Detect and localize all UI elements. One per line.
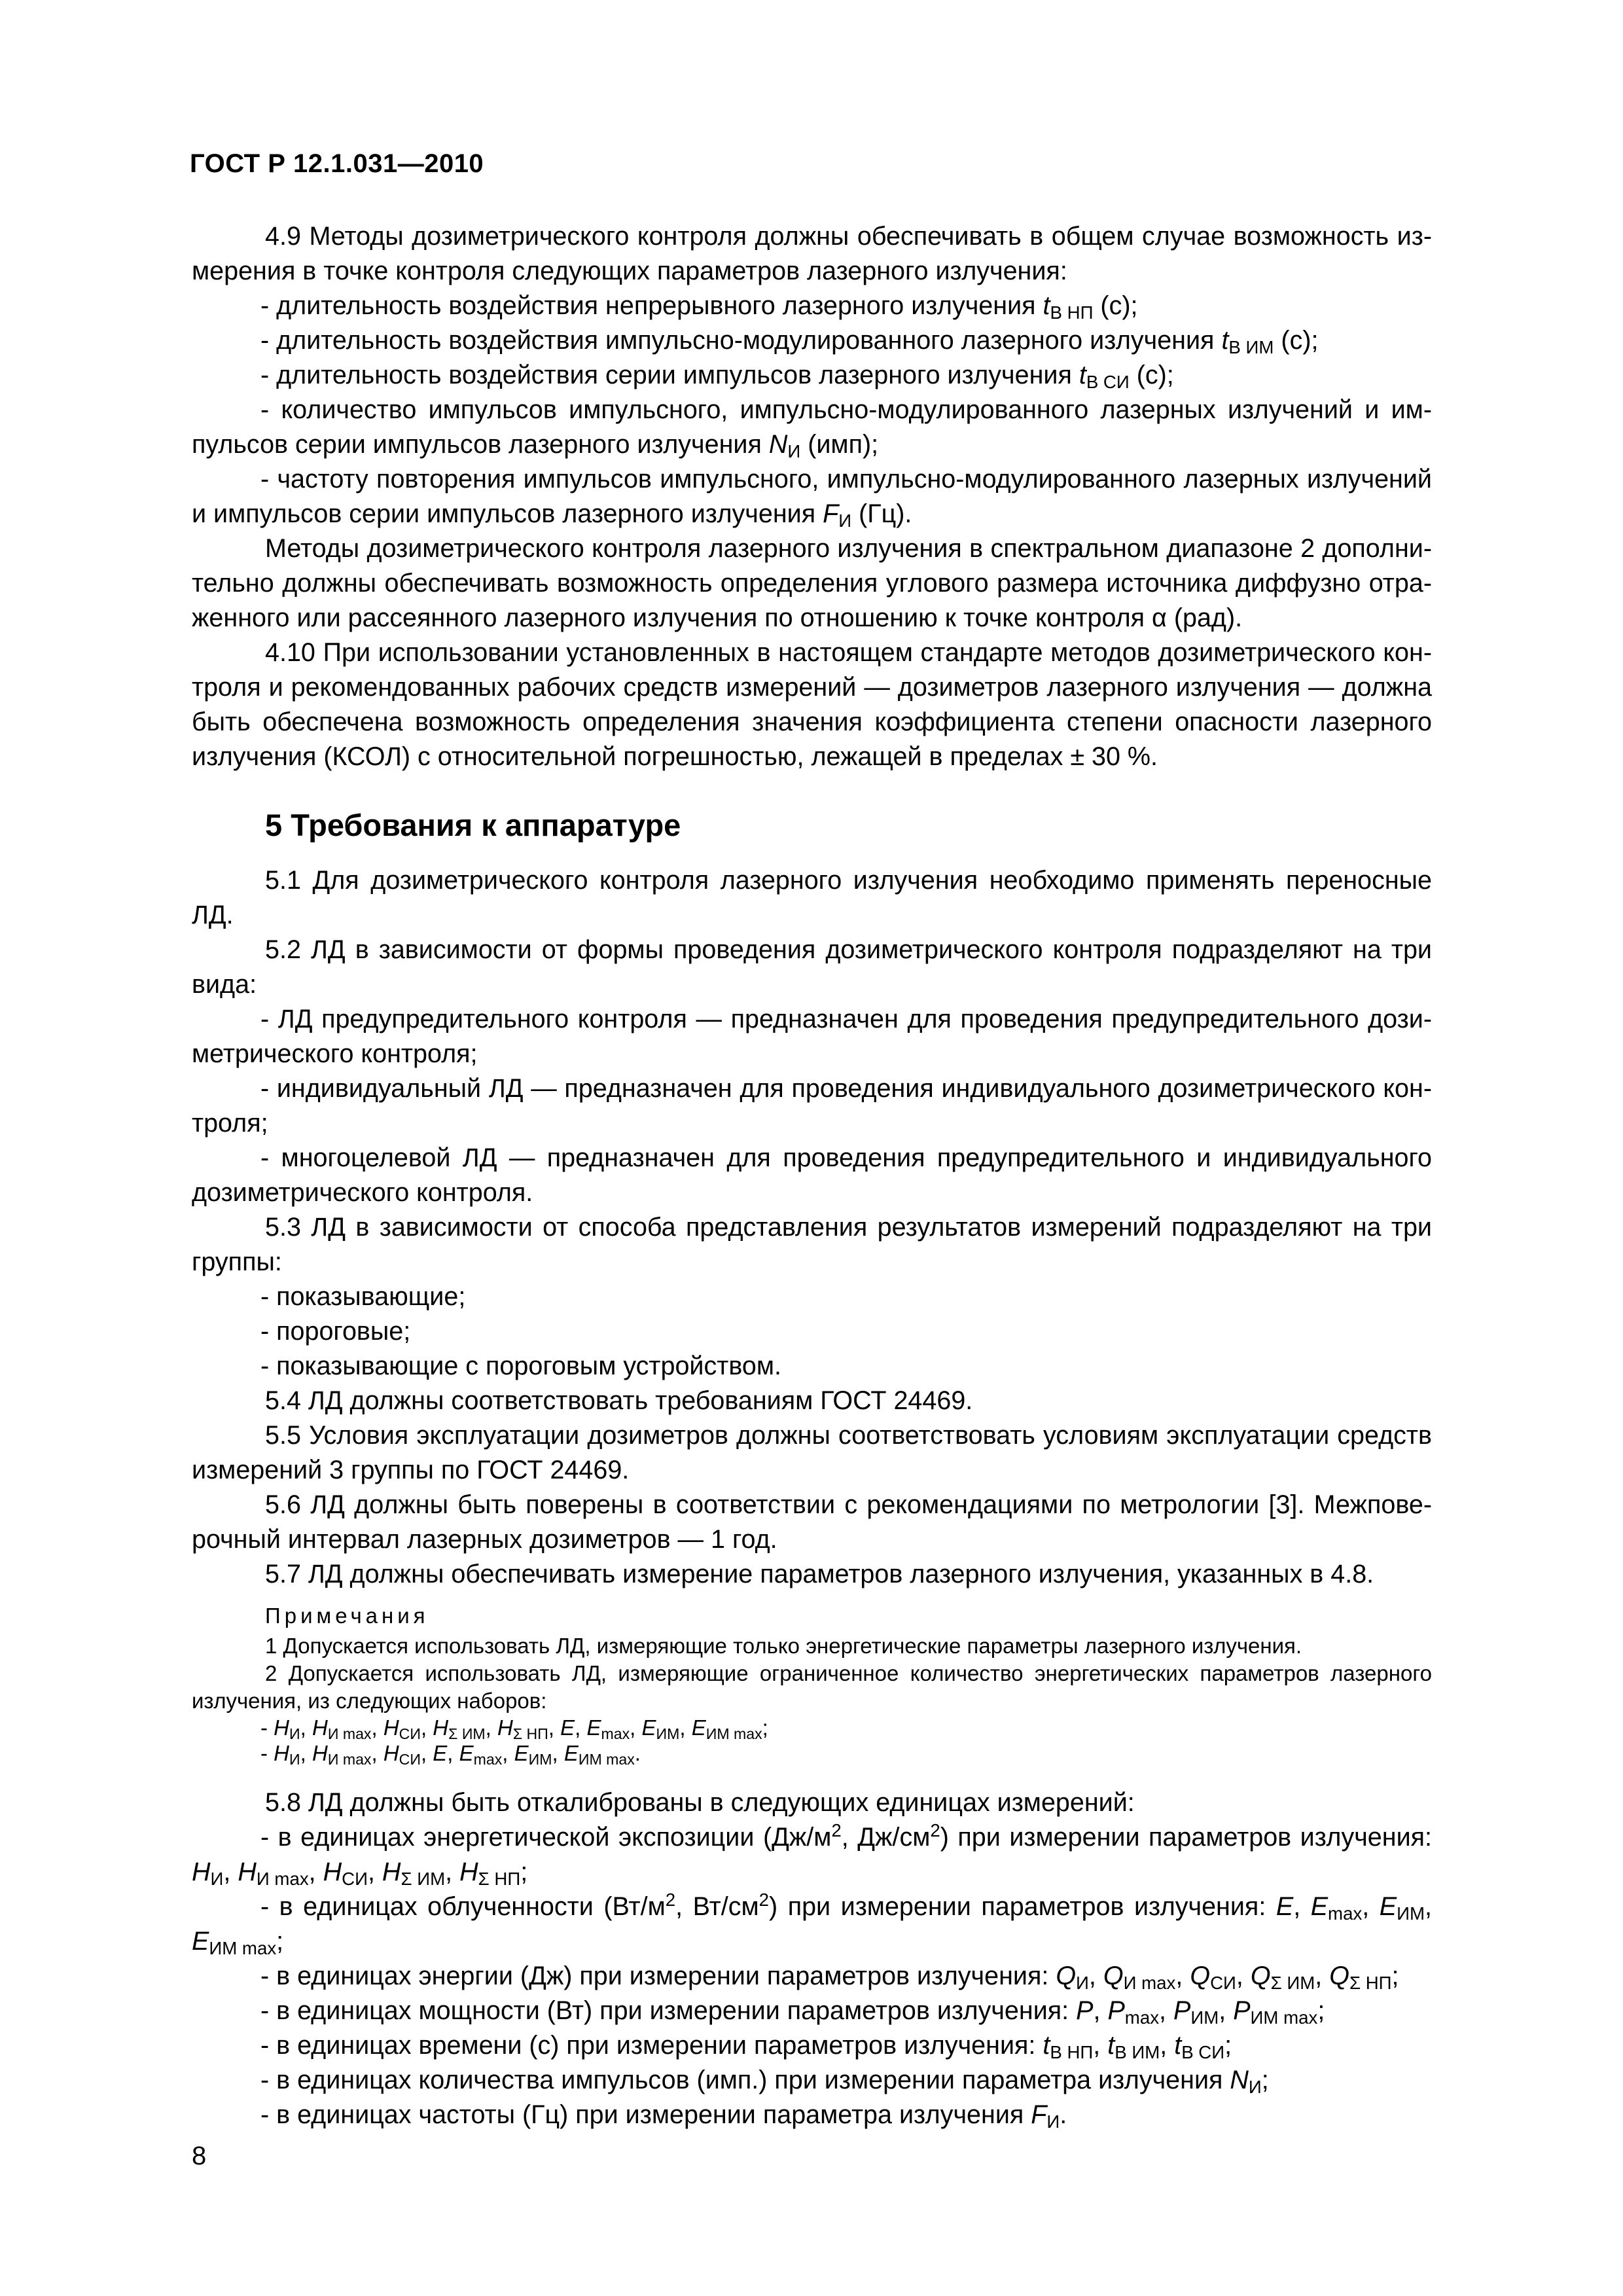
- paragraph-4-10: 4.10 При использовании установленных в настоящем стандарте методов дозиметрического контроля и рекомендованных рабочих средств измерений — дозиметров лазерного излучения — должна быть обеспечена возможность определения значения коэффициента степени опасности лазерного излучения (КСОЛ) с относительной погрешностью, лежащей в пределах ± 30 %.: [192, 638, 1432, 771]
- list-item-5-8-exposure: - в единицах энергетической экспозиции ($Дж/м^2$, $Дж/см^2$) при измерении параметров излучения: $H_И$, $H_{И max}$, $H_{СИ}$, $H_{\Sigma ИМ}$, $H_{\Sigma НП}$;: [192, 1820, 1433, 1889]
- paragraph-5-1: 5.1 Для дозиметрического контроля лазерного излучения необходимо применять переносные ЛД.: [192, 866, 1432, 929]
- list-item-4-9-2: - длительность воздействия импульсно-модулированного лазерного излучения $t_{В ИМ}$ (с);: [260, 326, 1319, 357]
- list-item-4-9-3: - длительность воздействия серии импульсов лазерного излучения $t_{В СИ}$ (с);: [260, 361, 1174, 392]
- notes-title: Примечания: [265, 1604, 429, 1628]
- list-item-4-9-1: - длительность воздействия непрерывного лазерного излучения $t_{В НП}$ (с);: [260, 291, 1138, 323]
- section-heading-5: 5 Требования к аппаратуре: [265, 808, 681, 842]
- document-header: ГОСТ Р 12.1.031—2010: [190, 149, 484, 178]
- note-2: 2 Допускается использовать ЛД, измеряющие ограниченное количество энергетических параметров лазерного излучения, из следующих наборов:: [192, 1661, 1432, 1713]
- list-item-5-8-irradiance: - в единицах облученности ($Вт/м^2$, $Вт/см^2$) при измерении параметров излучения: E, $E_{max}$, $E_{ИМ}$, $E_{ИМ max}$;: [192, 1890, 1433, 1958]
- list-item-5-8-energy: - в единицах энергии (Дж) при измерении параметров излучения: $Q_И$, $Q_{И max}$, $Q_{СИ}$, $Q_{\Sigma ИМ}$, $Q_{\Sigma НП}$;: [260, 1962, 1399, 1993]
- notes-block: [192, 1602, 1432, 1766]
- note-set-1: - $H_И$, $H_{И max}$, $H_{СИ}$, $H_{\Sigma ИМ}$, $H_{\Sigma НП}$, E, $E_{max}$, $E_{ИМ}$, $E_{ИМ max}$;: [260, 1715, 768, 1742]
- list-item-5-2-3: - многоцелевой ЛД — предназначен для проведения предупредительного и индивидуального дозиметрического контроля.: [192, 1143, 1432, 1207]
- list-item-5-2-1: - ЛД предупредительного контроля — предназначен для проведения предупредительного дозиметрического контроля;: [192, 1005, 1432, 1068]
- list-item-5-3-1: - показывающие;: [260, 1282, 466, 1311]
- paragraph-5-2: 5.2 ЛД в зависимости от формы проведения дозиметрического контроля подразделяют на три вида:: [192, 935, 1432, 999]
- section-5-body: [192, 863, 1432, 2132]
- paragraph-5-6: 5.6 ЛД должны быть поверены в соответствии с рекомендациями по метрологии [3]. Межповерочный интервал лазерных дозиметров — 1 год.: [192, 1490, 1432, 1554]
- list-item-5-8-time: - в единицах времени (с) при измерении параметров излучения: $t_{В НП}$, $t_{В ИМ}$, $t_{В СИ}$;: [260, 2031, 1232, 2062]
- paragraph-5-5: 5.5 Условия эксплуатации дозиметров должны соответствовать условиям эксплуатации средств измерений 3 группы по ГОСТ 24469.: [192, 1421, 1432, 1484]
- note-1: 1 Допускается использовать ЛД, измеряющие только энергетические параметры лазерного излучения.: [265, 1634, 1302, 1658]
- paragraph-5-7: 5.7 ЛД должны обеспечивать измерение параметров лазерного излучения, указанных в 4.8.: [265, 1560, 1374, 1588]
- list-item-5-8-power: - в единицах мощности (Вт) при измерении параметров излучения: P, $P_{max}$, $P_{ИМ}$, $P_{ИМ max}$;: [260, 1996, 1325, 2028]
- page-number: 8: [192, 2142, 207, 2170]
- list-item-5-8-count: - в единицах количества импульсов (имп.) при измерении параметра излучения $N_И$;: [260, 2066, 1269, 2097]
- paragraph-5-3: 5.3 ЛД в зависимости от способа представления результатов измерений подразделяют на три группы:: [192, 1213, 1432, 1276]
- list-item-5-8-frequency: - в единицах частоты (Гц) при измерении параметра излучения $F_И$.: [260, 2100, 1067, 2132]
- note-set-2: - $H_И$, $H_{И max}$, $H_{СИ}$, E, $E_{max}$, $E_{ИМ}$, $E_{ИМ max}$.: [260, 1741, 641, 1768]
- list-item-4-9-5: - частоту повторения импульсов импульсного, импульсно-модулированного лазерных излучений и импульсов серии импульсов лазерного излучения $F_И$ (Гц).: [192, 465, 1432, 531]
- paragraph-5-8: 5.8 ЛД должны быть откалиброваны в следующих единицах измерений:: [265, 1788, 1135, 1817]
- page-content: [192, 219, 1432, 2132]
- list-item-5-3-3: - показывающие с пороговым устройством.: [260, 1352, 781, 1380]
- paragraph-4-9: 4.9 Методы дозиметрического контроля должны обеспечивать в общем случае возможность измерения в точке контроля следующих параметров лазерного излучения:: [192, 222, 1432, 285]
- list-item-5-3-2: - пороговые;: [260, 1317, 411, 1346]
- list-item-4-9-4: - количество импульсов импульсного, импульсно-модулированного лазерных излучений и импульсов серии импульсов лазерного излучения $N_И$ (имп);: [192, 395, 1432, 461]
- paragraph-4-9-extra: Методы дозиметрического контроля лазерного излучения в спектральном диапазоне 2 дополнительно должны обеспечивать возможность определения углового размера источника диффузно отраженного или рассеянного лазерного излучения по отношению к точке контроля α (рад).: [192, 534, 1432, 632]
- list-item-5-2-2: - индивидуальный ЛД — предназначен для проведения индивидуального дозиметрического контроля;: [192, 1074, 1432, 1138]
- paragraph-5-4: 5.4 ЛД должны соответствовать требованиям ГОСТ 24469.: [265, 1386, 973, 1415]
